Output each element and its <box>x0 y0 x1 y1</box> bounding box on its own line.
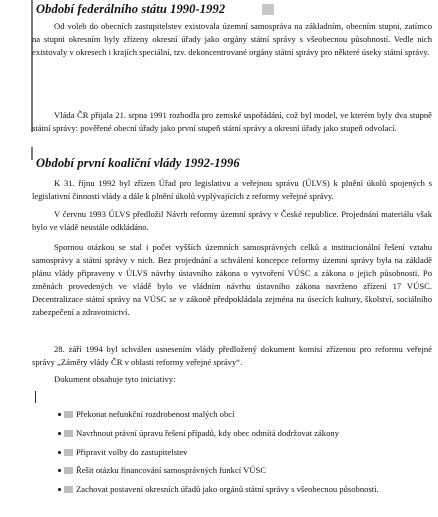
list-item: Navrhnout právní úpravu řešení případů, kdy obec odmítá dodržovat zákony <box>58 427 433 441</box>
paragraph: 28. září 1994 byl schválen usnesením vlády předložený dokument komisí zřízenou pro reformu veřejné správy „Záměry vlády ČR v oblasti reformy veřejné správy“. <box>32 344 432 368</box>
highlight-mark <box>262 4 274 15</box>
list-item: Zachovat postavení okresních úřadů jako orgánů státní správy s všeobecnou působností. <box>58 483 433 497</box>
section-heading-federal: Období federálního státu 1990-1992 <box>36 2 226 16</box>
highlight-mark <box>64 430 73 437</box>
section-heading-coalition: Období první koaliční vlády 1992-1996 <box>36 156 240 170</box>
paragraph: V červnu 1993 ÚLVS předložil Návrh reformy územní správy v České republice. Projednání materiálu však bylo ve vládě neustále odkládáno. <box>32 209 432 233</box>
change-bar <box>31 147 33 160</box>
list-item: Řešit otázku financování samosprávných funkcí VÚSC <box>58 464 433 478</box>
highlight-mark <box>64 411 73 418</box>
highlight-mark <box>64 449 73 456</box>
highlight-mark <box>64 486 73 493</box>
paragraph: Od voleb do obecních zastupitelstev existovala územní samospráva na základním, obecním stupni, zatímco na stupni okresním byly zřízeny okresní úřady jako orgány státní správy s všeobecnou působností. Vedle nich existovaly v okresech i krajích speciální, tzv. dekoncentrované orgány státní správy pro některé úseky státní správy. <box>32 21 432 58</box>
text-cursor <box>35 391 36 403</box>
paragraph: Vláda ČR přijala 21. srpna 1991 rozhodla pro zemské uspořádání, což byl model, ve kterém byly dva stupně státní správy: pověřené obecní úřady jako první stupeň státní správy a okresní úřady jako stupeň odvolací. <box>32 110 432 134</box>
list-item: Překonat nefunkční rozdrobenost malých obcí <box>58 408 433 422</box>
bullet-icon <box>58 432 61 435</box>
list-item: Připravit volby do zastupitelstev <box>58 446 433 460</box>
bullet-icon <box>58 488 61 491</box>
bullet-icon <box>58 451 61 454</box>
bullet-icon <box>58 413 61 416</box>
paragraph: Dokument obsahuje tyto iniciativy: <box>54 374 176 384</box>
paragraph: Spornou otázkou se stal i počet vyšších územních samosprávných celků a institucionální řešení vztahu samosprávy a státní správy v nich. Bez projednání a schválení koncepce reformy územní správy byla na základě plánu vlády připraveny v ÚLVS návrhy ústavního zákona o vytvoření VÚSC a zákona o jejich působnosti. Po změnách provedených ve vládě bylo ve vládním návrhu ústavního zákona navrženo zřízení 17 VÚSC. Decentralizace státní správy na VÚSC se v zákoně předpokládala zejména na úsecích kultury, školství, sociálního zabezpečení a zdravotnictví. <box>32 242 432 318</box>
initiatives-list <box>58 408 433 502</box>
paragraph: K 31. říjnu 1992 byl zřízen Úřad pro legislativu a veřejnou správu (ÚLVS) k plnění úkolů spojených s legislativní činností vlády a dále k plnění úkolů vyplývajících z reformy veřejné správy. <box>32 178 432 202</box>
bullet-icon <box>58 469 61 472</box>
highlight-mark <box>64 467 73 474</box>
